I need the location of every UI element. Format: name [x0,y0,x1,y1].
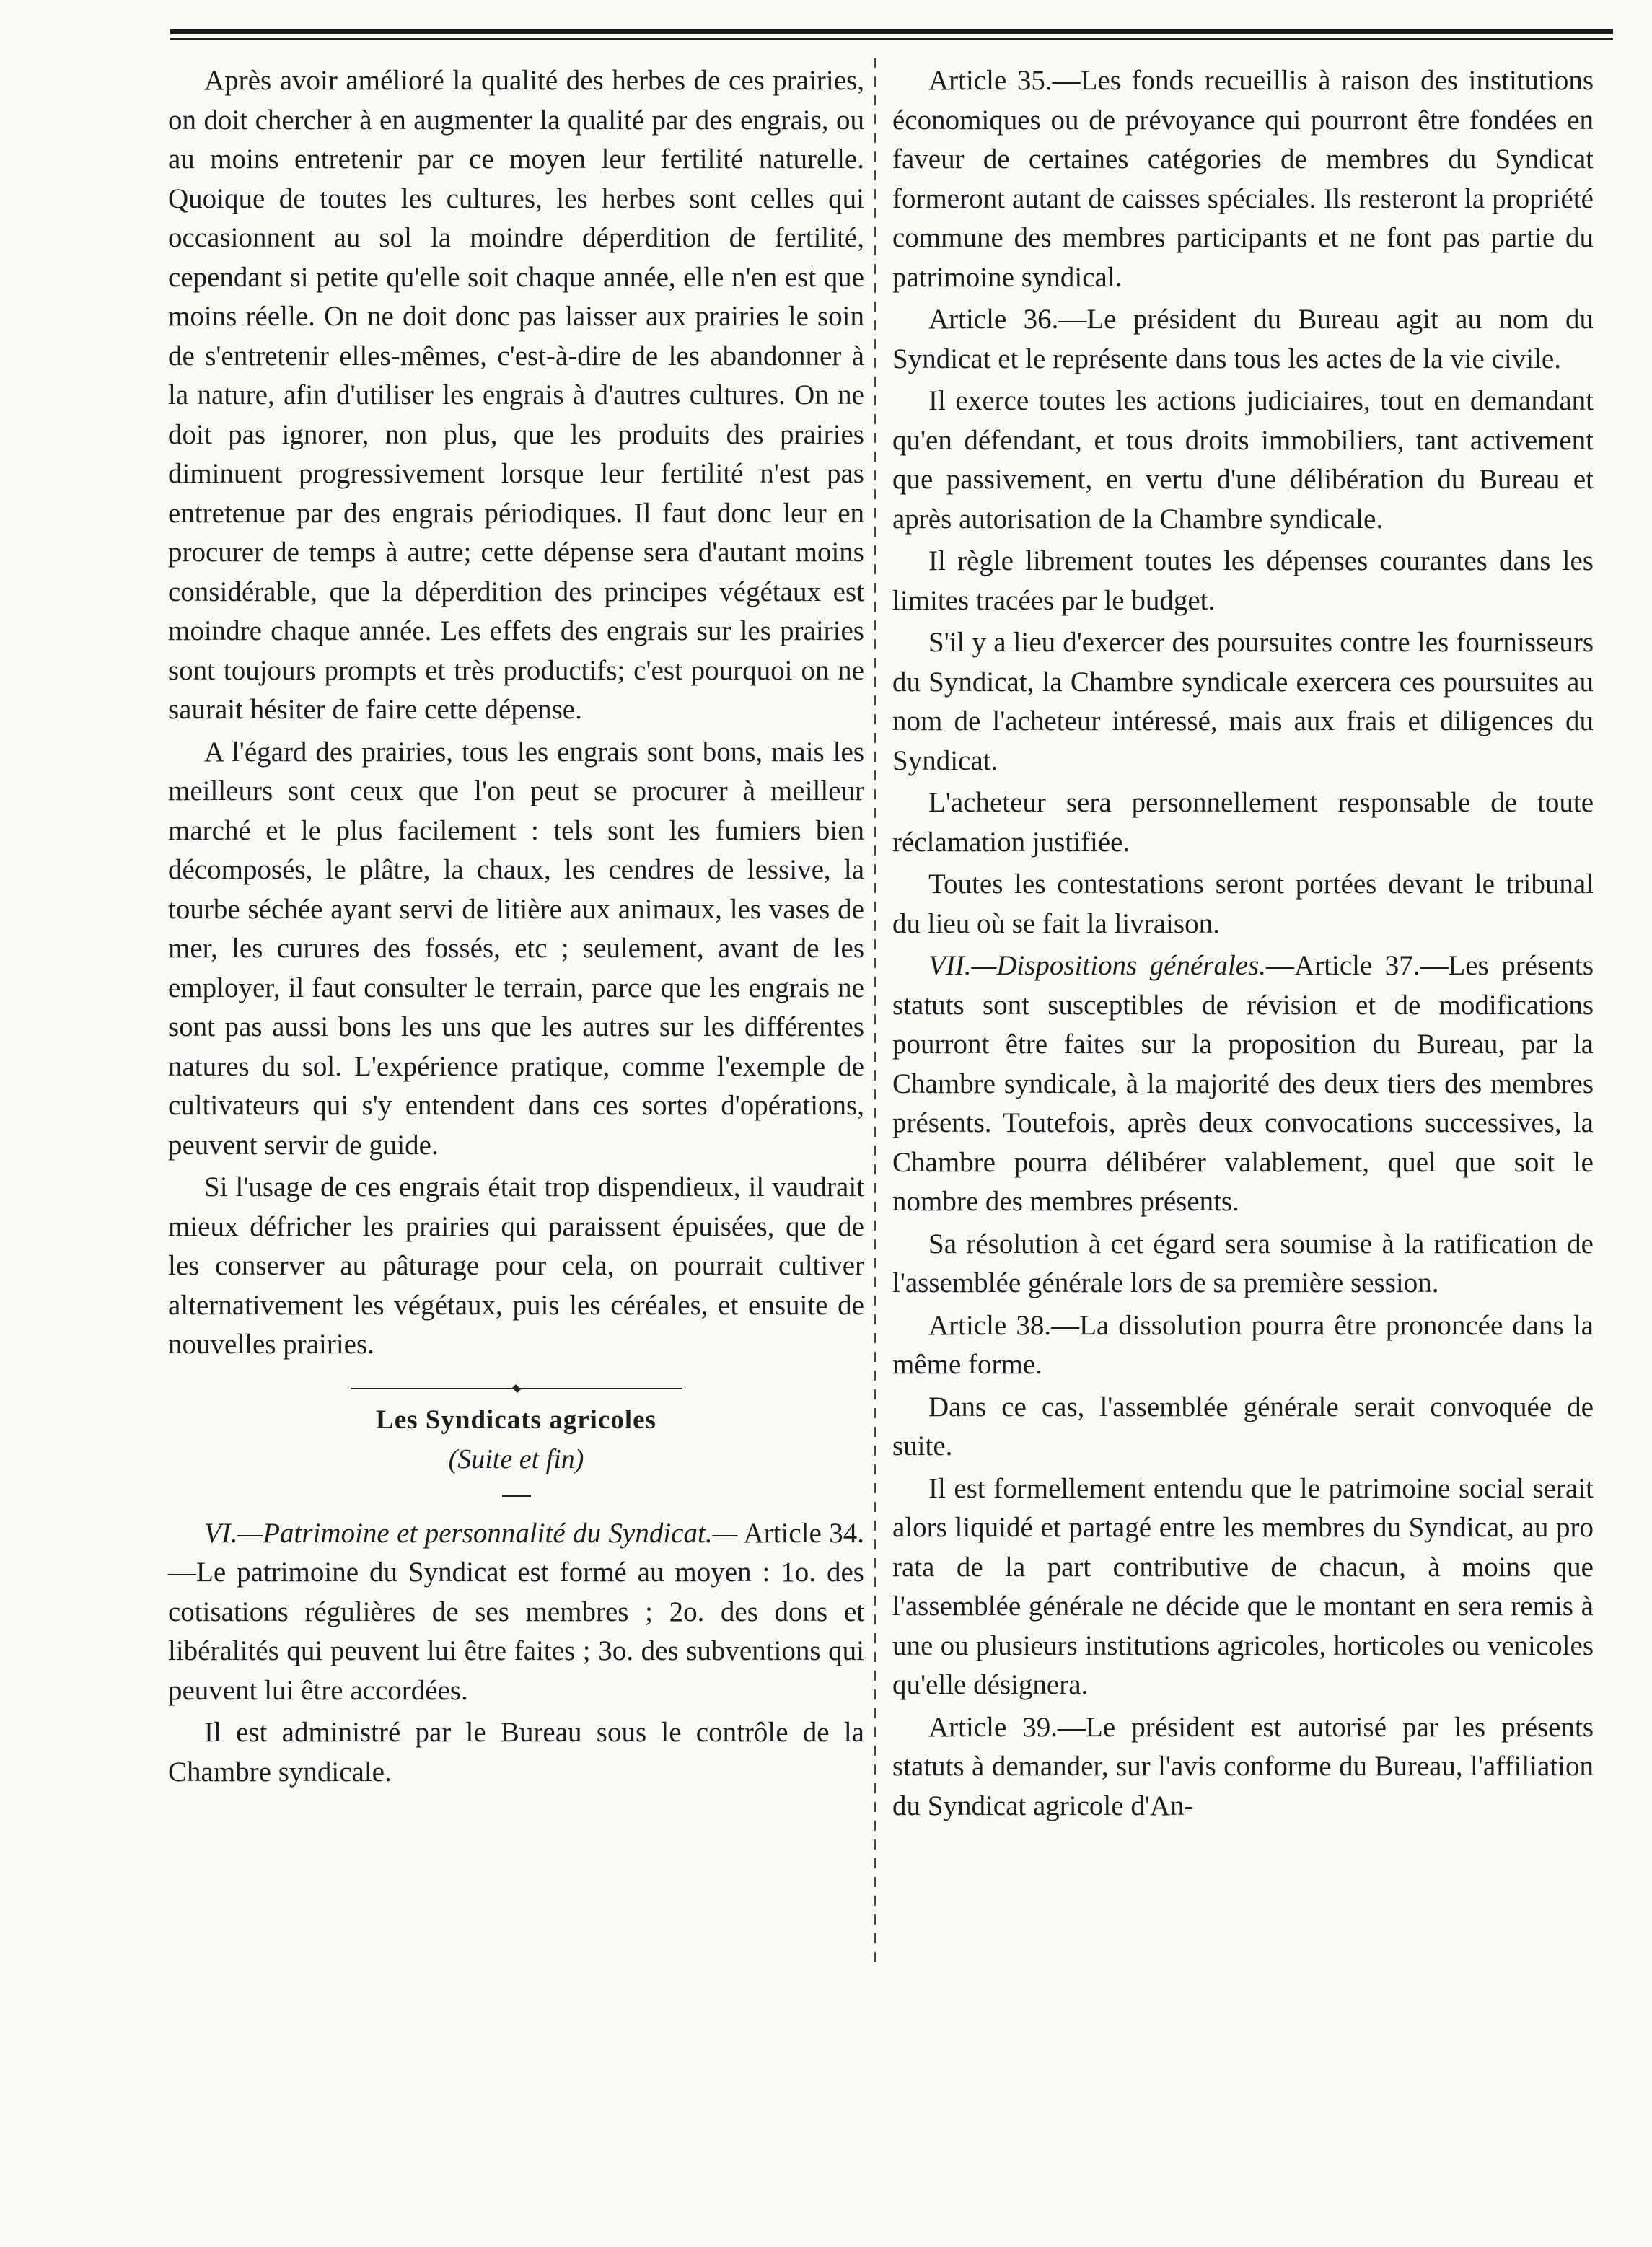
section-title: Les Syndicats agricoles [376,1404,656,1435]
paragraph: L'acheteur sera personnellement responsable de toute réclamation justifiée. [892,787,1594,858]
paragraph: Il règle librement toutes les dépenses courantes dans les limites tracées par le budget. [892,545,1594,616]
paragraph: Il est administré par le Bureau sous le contrôle de la Chambre syndicale. [168,1717,864,1788]
article-37 [892,946,1594,1222]
section-subtitle: (Suite et fin) [448,1444,584,1474]
paragraph: Sa résolution à cet égard sera soumise à la ratification de l'assemblée générale lors de sa première session. [892,1228,1594,1298]
short-dash [502,1495,531,1497]
section-heading-vi: VI.—Patrimoine et personnalité du Syndicat.— [204,1517,738,1549]
paragraph: A l'égard des prairies, tous les engrais sont bons, mais les meilleurs sont ceux que l'on peut se procurer à meilleur marché et le plus facilement : tels sont les fumiers bien décomposés, le plâtre, la chaux, les cendres de lessive, la tourbe séchée ayant servi de litière aux animaux, les vases de mer, les curures des fossés, etc ; seulement, avant de les employer, il faut consulter le terrain, parce que les engrais ne sont pas aussi bons les uns que les autres sur les différentes natures du sol. L'expérience pratique, comme l'exemple de cultivateurs qui s'y entendent dans ces sortes d'opérations, peuvent servir de guide. [168,736,864,1161]
section-separator [351,1385,682,1392]
left-column [168,61,864,1795]
article-36: Article 36.—Le président du Bureau agit au nom du Syndicat et le représente dans tous les actes de la vie civile. [892,304,1594,374]
article-38: Article 38.—La dissolution pourra être prononcée dans la même forme. [892,1309,1594,1380]
top-rule-thin [170,38,1613,40]
paragraph: Il est formellement entendu que le patrimoine social serait alors liquidé et partagé entre les membres du Syndicat, au pro rata de la part contributive de chacun, à moins que l'assemblée générale ne décide que le montant en sera remis à une ou plusieurs institutions agricoles, horticoles ou venicoles qu'elle désignera. [892,1472,1594,1700]
article-34: Article 34.—Le patrimoine du Syndicat est formé au moyen : 1o. des cotisations régulières de ses membres ; 2o. des dons et libéralités qui peuvent lui être faites ; 3o. des subventions qui peuvent lui être accordées. [168,1517,864,1706]
paragraph: Toutes les contestations seront portées devant le tribunal du lieu où se fait la livraison. [892,869,1594,939]
paragraph: Si l'usage de ces engrais était trop dispendieux, il vaudrait mieux défricher les prairies qui paraissent épuisées, que de les conserver au pâturage pour cela, on pourrait cultiver alternativement les végétaux, puis les céréales, et ensuite de nouvelles prairies. [168,1171,864,1360]
article-35: Article 35.—Les fonds recueillis à raison des institutions économiques ou de prévoyance qui pourront être fondées en faveur de certaines catégories de membres du Syndicat formeront autant de caisses spéciales. Ils resteront la propriété commune des membres participants et ne font pas partie du patrimoine syndical. [892,65,1594,293]
paragraph [168,1514,864,1711]
right-column [892,61,1594,1829]
paragraph: Dans ce cas, l'assemblée générale serait convoquée de suite. [892,1391,1594,1461]
paragraph: Après avoir amélioré la qualité des herbes de ces prairies, on doit chercher à en augmenter la qualité par des engrais, ou au moins entretenir par ce moyen leur fertilité naturelle. Quoique de toutes les cultures, les herbes sont celles qui occasionnent au sol la moindre déperdition de fertilité, cependant si petite qu'elle soit chaque année, elle n'en est que moins réelle. On ne doit donc pas laisser aux prairies le soin de s'entretenir elles-mêmes, c'est-à-dire de les abandonner à la nature, afin d'utiliser les engrais à d'autres cultures. On ne doit pas ignorer, non plus, que les produits des prairies diminuent progressivement lorsque leur fertilité n'est pas entretenue par des engrais périodiques. Il faut donc leur en procurer de temps à autre; cette dépense sera d'autant moins considérable, que la déperdition des principes végétaux est moindre chaque année. Les effets des engrais sur les prairies sont toujours prompts et très productifs; c'est pourquoi on ne saurait hésiter de faire cette dépense. [168,65,864,725]
article-39: Article 39.—Le président est autorisé par les présents statuts à demander, sur l'avis conforme du Bureau, l'affiliation du Syndicat agricole d'An- [892,1711,1594,1821]
column-divider [874,58,876,1962]
section-heading-vii: VII.—Dispositions générales. [928,950,1267,981]
paragraph: Il exerce toutes les actions judiciaires, tout en demandant qu'en défendant, et tous droits immobiliers, tant activement que passivement, en vertu d'une délibération du Bureau et après autorisation de la Chambre syndicale. [892,385,1594,535]
paragraph: S'il y a lieu d'exercer des poursuites contre les fournisseurs du Syndicat, la Chambre syndicale exercera ces poursuites au nom de l'acheteur intéressé, mais aux frais et diligences du Syndicat. [892,627,1594,776]
article-37-body: —Article 37.—Les présents statuts sont susceptibles de révision et de modifications pourront être faites sur la proposition du Bureau, par la Chambre syndicale, à la majorité des deux tiers des membres présents. Toutefois, après deux convocations successives, la Chambre pourra délibérer valablement, quel que soit le nombre des membres présents. [892,950,1594,1217]
top-rule-thick [170,29,1613,34]
